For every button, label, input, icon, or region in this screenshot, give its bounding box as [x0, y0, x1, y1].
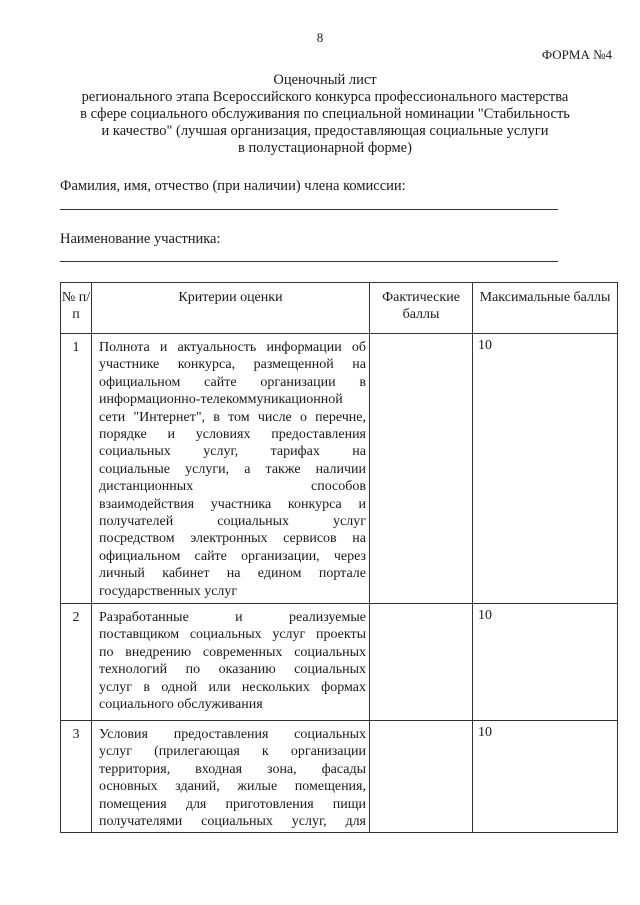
title-line: и качество" (лучшая организация, предоставляющая социальные услуги — [101, 123, 549, 139]
criteria-line: поставщиком социальных услуг проекты — [99, 627, 366, 643]
table-header-row — [61, 283, 618, 334]
criteria-line: Полнота и актуальность информации об — [99, 340, 366, 355]
document-title — [60, 72, 590, 157]
criteria-text — [92, 604, 370, 721]
table-row — [61, 721, 618, 833]
header-max-score: Максимальные баллы — [473, 283, 618, 334]
participant-label: Наименование участника: — [60, 231, 221, 247]
max-score-cell: 10 — [473, 604, 618, 721]
criteria-line: по внедрению современных социальных — [99, 644, 366, 660]
criteria-line: основных зданий, жилые помещения, — [99, 779, 366, 795]
header-actual-score: Фактические баллы — [370, 283, 473, 334]
title-line: в сфере социального обслуживания по специальной номинации "Стабильность — [80, 106, 570, 122]
member-name-label: Фамилия, имя, отчество (при наличии) члена комиссии: — [60, 178, 406, 194]
criteria-line: услуг (прилегающая к организации — [99, 744, 366, 760]
criteria-line: социальных услуг, тарифах на — [99, 444, 366, 460]
actual-score-cell[interactable] — [370, 721, 473, 833]
actual-score-cell[interactable] — [370, 604, 473, 721]
criteria-line: технологий по оказанию социальных — [99, 662, 366, 678]
title-line: в полустационарной форме) — [238, 140, 412, 156]
criteria-table — [60, 282, 618, 833]
criteria-line: получателями социальных услуг, для — [99, 814, 366, 830]
criteria-line: дистанционных способов — [99, 479, 366, 495]
max-score-cell: 10 — [473, 334, 618, 604]
criteria-line: помещения для приготовления пищи — [99, 796, 366, 812]
header-criteria: Критерии оценки — [92, 283, 370, 334]
member-name-line[interactable] — [60, 209, 558, 210]
header-num: № п/п — [61, 283, 92, 334]
criteria-line: взаимодействия участника конкурса и — [99, 496, 366, 512]
criteria-line: социального обслуживания — [99, 697, 263, 713]
criteria-line: государственных услуг — [99, 583, 238, 599]
criteria-line: получателей социальных услуг — [99, 514, 366, 530]
criteria-line: личный кабинет на едином портале — [99, 566, 366, 582]
criteria-line: Условия предоставления социальных — [99, 727, 366, 742]
criteria-line: порядке и условиях предоставления — [99, 427, 366, 443]
criteria-line: услуг в одной или нескольких формах — [99, 679, 366, 695]
row-number: 1 — [61, 334, 92, 604]
title-line: Оценочный лист — [273, 72, 377, 88]
criteria-line: территория, входная зона, фасады — [99, 761, 366, 777]
row-number: 3 — [61, 721, 92, 833]
criteria-line: участнике конкурса, размещенной на — [99, 357, 366, 373]
table-row — [61, 334, 618, 604]
criteria-line: информационно-телекоммуникационной — [99, 392, 343, 408]
table-row — [61, 604, 618, 721]
row-number: 2 — [61, 604, 92, 721]
criteria-text — [92, 721, 370, 833]
criteria-line: официальном сайте организации в — [99, 374, 366, 390]
criteria-line: официальном сайте организации, через — [99, 548, 366, 564]
criteria-line: сети "Интернет", в том числе о перечне, — [99, 409, 366, 425]
max-score-cell: 10 — [473, 721, 618, 833]
page-number: 8 — [316, 30, 324, 45]
participant-line[interactable] — [60, 261, 558, 262]
criteria-line: посредством электронных сервисов на — [99, 531, 366, 547]
criteria-line: социальные услуги, а также наличии — [99, 461, 366, 477]
actual-score-cell[interactable] — [370, 334, 473, 604]
criteria-text — [92, 334, 370, 604]
criteria-line: Разработанные и реализуемые — [99, 610, 366, 625]
form-number: ФОРМА №4 — [541, 47, 612, 62]
title-line: регионального этапа Всероссийского конкурса профессионального мастерства — [81, 89, 569, 105]
